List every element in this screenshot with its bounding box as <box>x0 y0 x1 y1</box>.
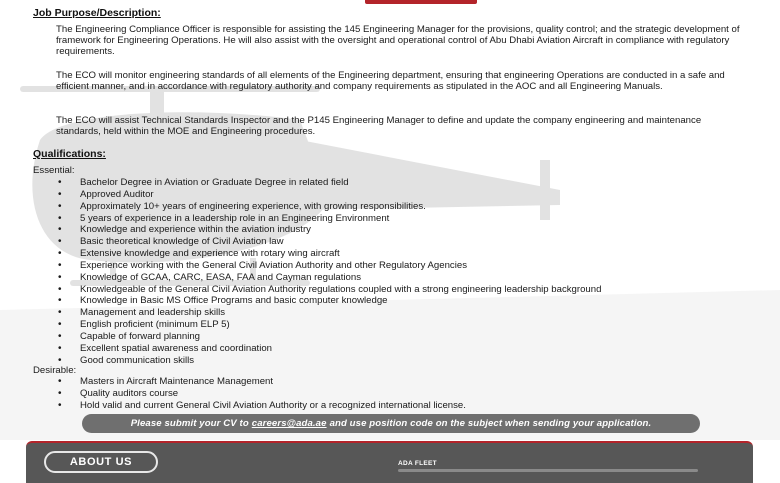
list-item: • Management and leadership skills <box>56 307 756 319</box>
ada-fleet-label: ADA FLEET <box>398 460 437 467</box>
list-item: • Good communication skills <box>56 355 756 367</box>
job-purpose-paragraph-1: The Engineering Compliance Officer is responsible for assisting the 145 Engineering Manager for the provisions, quality control; and the strategic development of framework for Engineering Operations. He will also assist with the oversight and operational control of Abu Dhabi Aviation Aircraft in compliance with regulatory requirements. <box>56 24 740 58</box>
list-item: • Knowledge in Basic MS Office Programs and basic computer knowledge <box>56 295 756 307</box>
list-item: • 5 years of experience in a leadership role in an Engineering Environment <box>56 213 756 225</box>
job-purpose-paragraph-3: The ECO will assist Technical Standards Inspector and the P145 Engineering Manager to define and update the company engineering and maintenance standards, held within the MOE and Engineering procedures. <box>56 115 702 138</box>
header-accent-tab <box>365 0 477 4</box>
about-us-button[interactable]: ABOUT US <box>44 451 158 473</box>
list-item: • Extensive knowledge and experience with rotary wing aircraft <box>56 248 756 260</box>
job-purpose-paragraph-2: The ECO will monitor engineering standards of all elements of the Engineering department, ensuring that engineering Operations are conducted in a safe and efficient manner, and in accordance with regulatory authority and company requirements as stipulated in the AOC and all Engineering Manuals. <box>56 70 725 93</box>
careers-email-link[interactable]: careers@ada.ae <box>251 418 327 429</box>
list-item: • Bachelor Degree in Aviation or Graduate Degree in related field <box>56 177 756 189</box>
list-item: • English proficient (minimum ELP 5) <box>56 319 756 331</box>
list-item: • Approved Auditor <box>56 189 756 201</box>
list-item: • Experience working with the General Civil Aviation Authority and other Regulatory Agencies <box>56 260 756 272</box>
fleet-text-blurred <box>398 469 698 472</box>
desirable-label: Desirable: <box>33 365 77 376</box>
list-item: • Hold valid and current General Civil Aviation Authority or a recognized international license. <box>56 400 756 412</box>
list-item: • Capable of forward planning <box>56 331 756 343</box>
apply-text-before: Please submit your CV to <box>130 418 249 429</box>
job-purpose-heading: Job Purpose/Description: <box>33 7 161 19</box>
essential-label: Essential: <box>33 165 75 176</box>
list-item: • Knowledge of GCAA, CARC, EASA, FAA and Cayman regulations <box>56 272 756 284</box>
desirable-list <box>56 376 756 412</box>
list-item: • Quality auditors course <box>56 388 756 400</box>
list-item: • Masters in Aircraft Maintenance Management <box>56 376 756 388</box>
list-item: • Excellent spatial awareness and coordination <box>56 343 756 355</box>
list-item: • Knowledgeable of the General Civil Aviation Authority regulations coupled with a strong engineering leadership background <box>56 284 756 296</box>
essential-list <box>56 177 756 367</box>
list-item: • Approximately 10+ years of engineering experience, with growing responsibilities. <box>56 201 756 213</box>
footer-bar <box>26 441 753 483</box>
apply-banner <box>82 414 700 433</box>
apply-text-after: and use position code on the subject when sending your application. <box>329 418 652 429</box>
list-item: • Basic theoretical knowledge of Civil Aviation law <box>56 236 756 248</box>
qualifications-heading: Qualifications: <box>33 148 106 160</box>
list-item: • Knowledge and experience within the aviation industry <box>56 224 756 236</box>
